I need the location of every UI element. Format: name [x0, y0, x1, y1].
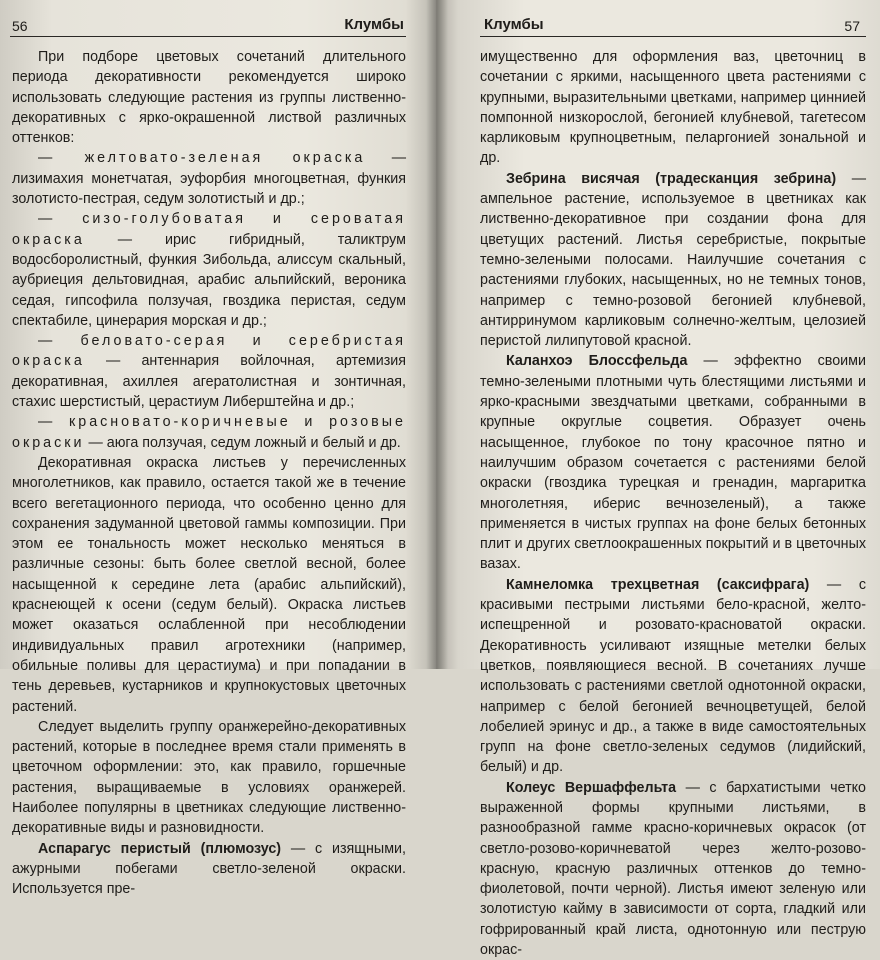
paragraph: Камнеломка трехцветная (саксифрага) — с красивыми пестрыми листьями бело-красной, желто-испещренной и розовато-красноватой окраски. Декоративность усиливают изящные метелки белых цветков, появляющиеся весной. В сочетаниях лучше использовать с растениями светлой однотонной окраски, например с белой бегонией вечноцветущей, белой лобелией эринус и др., а также в виде самостоятельных групп на фоне светло-зеленых седумов (лидийский, белый) и др. [480, 576, 866, 776]
left-page-text [10, 47, 406, 899]
paragraph: Следует выделить группу оранжерейно-декоративных растений, которые в последнее время стали применять в цветочном оформлении: это, как правило, горшечные растения, выращиваемые в условиях оранжерей. Наиболее популярны в цветниках следующие лиственно-декоративные виды и разновидности. [12, 718, 406, 837]
page-number: 56 [12, 18, 28, 34]
left-page-header [10, 14, 406, 37]
paragraph: Декоративная окраска листьев у перечисленных многолетников, как правило, остается такой же в течение всего вегетационного периода, что особенно ценно для сохранения задуманной цветовой гаммы композиции. При этом ее тональность может несколько меняться в различные сезоны: быть более светлой весной, более насыщенной к середине лета (арабис альпийский), краснеющей к осени (седум белый). Окраска листьев может оказаться ослабленной при несоблюдении индивидуальных правил агротехники (например, обильные поливы для церастиума) и при попадании в тень деревьев, кустарников и крупнокустовых цветочных растений. [12, 454, 406, 715]
paragraph: Каланхоэ Блоссфельда — эффектно своими темно-зелеными плотными чуть блестящими листьями и ярко-красными звездчатыми цветками, собранными в крупные округлые соцветия. Образует очень насыщенное, глубокое по тону красочное пятно и наилучшим образом сочетается с растениями белой окраски (гвоздика турецкая и гренадин, маргаритка многолетняя, иберис вечнозеленый), а также применяется в чистых группах на фоне белых бетонных плит и других светлоокрашенных покрытий и в цветочных вазах. [480, 353, 866, 573]
book-gutter-shadow [426, 0, 448, 669]
paragraph: Колеус Вершаффельта — с бархатистыми четко выраженной формы крупными листьями, в разнообразной гамме красно-коричневых окрасок (от светло-розово-коричневатой через желто-розово-красную, красную различных оттенков до темно-фиолетовой, почти черной). Листья имеют зеленую или золотистую кайму в зависимости от сорта, гладкий или гофрированный край листа, однотонную или пеструю окрас- [480, 779, 866, 959]
page-number: 57 [844, 18, 860, 34]
spaced-term: — желтовато-зеленая окраска [38, 150, 366, 167]
paragraph: Аспарагус перистый (плюмозус) — с изящными, ажурными побегами светло-зеленой окраски. Используется пре- [12, 840, 406, 898]
plant-name: Зебрина висячая (традесканция зебрина) [506, 170, 837, 187]
paragraph: — красновато-коричневые и розовые окраски — аюга ползучая, седум ложный и белый и др. [12, 414, 406, 451]
paragraph: — желтовато-зеленая окраска — лизимахия монетчатая, эуфорбия многоцветная, функия золотисто-пестрая, седум золотистый и др.; [12, 150, 406, 208]
plant-name: Камнеломка трехцветная (саксифрага) [506, 576, 810, 593]
right-page-header [480, 14, 866, 37]
running-title: Клумбы [484, 16, 544, 33]
right-page [436, 0, 880, 959]
paragraph: При подборе цветовых сочетаний длительного периода декоративности рекомендуется широко использовать следующие растения из группы лиственно-декоративных с ярко-окрашенной листвой различных оттенков: [12, 49, 406, 147]
plant-name: Колеус Вершаффельта [506, 779, 677, 796]
running-title: Клумбы [344, 16, 404, 33]
paragraph: — беловато-серая и серебристая окраска — антеннария войлочная, артемизия декоративная, ахиллея агератолистная и зонтичная, стахис шерстистый, церастиум Либерштейна и др.; [12, 333, 406, 411]
paragraph: имущественно для оформления ваз, цветочниц в сочетании с яркими, насыщенного цвета растениями с крупными, выразительными цветками, например циннией помпонной низкорослой, бегонией клубневой, тагетесом карликовым крупноцветным, пеларгонией зональной и др. [480, 49, 866, 167]
right-page-text [480, 47, 866, 960]
paragraph: — сизо-голубоватая и сероватая окраска — ирис гибридный, таликтрум водосборолистный, функия Зибольда, алиссум скальный, аубриеция дельтовидная, арабис альпийский, вероника седая, гипсофила ползучая, гвоздика перистая, седум спектабиле, цинерария морская и др.; [12, 211, 406, 329]
spaced-term: — беловато-серая и серебристая окраска [12, 333, 406, 370]
spaced-term: — красновато-коричневые и розовые окраски [12, 414, 406, 451]
paragraph: Зебрина висячая (традесканция зебрина) — ампельное растение, используемое в цветниках как лиственно-декоративное при создании фона для цветущих растений. Листья серебристые, покрытые темно-зелеными полосами. Наилучшие сочетания с растениями глубоких, насыщенных, но не темных тонов, например с темно-розовой бегонией клубневой, антирринумом карликовым солнечно-желтым, целозией перистой лилипутовой красной. [480, 170, 866, 350]
left-page [0, 0, 436, 898]
spaced-term: — сизо-голубоватая и сероватая окраска [12, 211, 406, 248]
plant-name: Каланхоэ Блоссфельда [506, 353, 688, 370]
plant-name: Аспарагус перистый (плюмозус) [38, 840, 282, 857]
